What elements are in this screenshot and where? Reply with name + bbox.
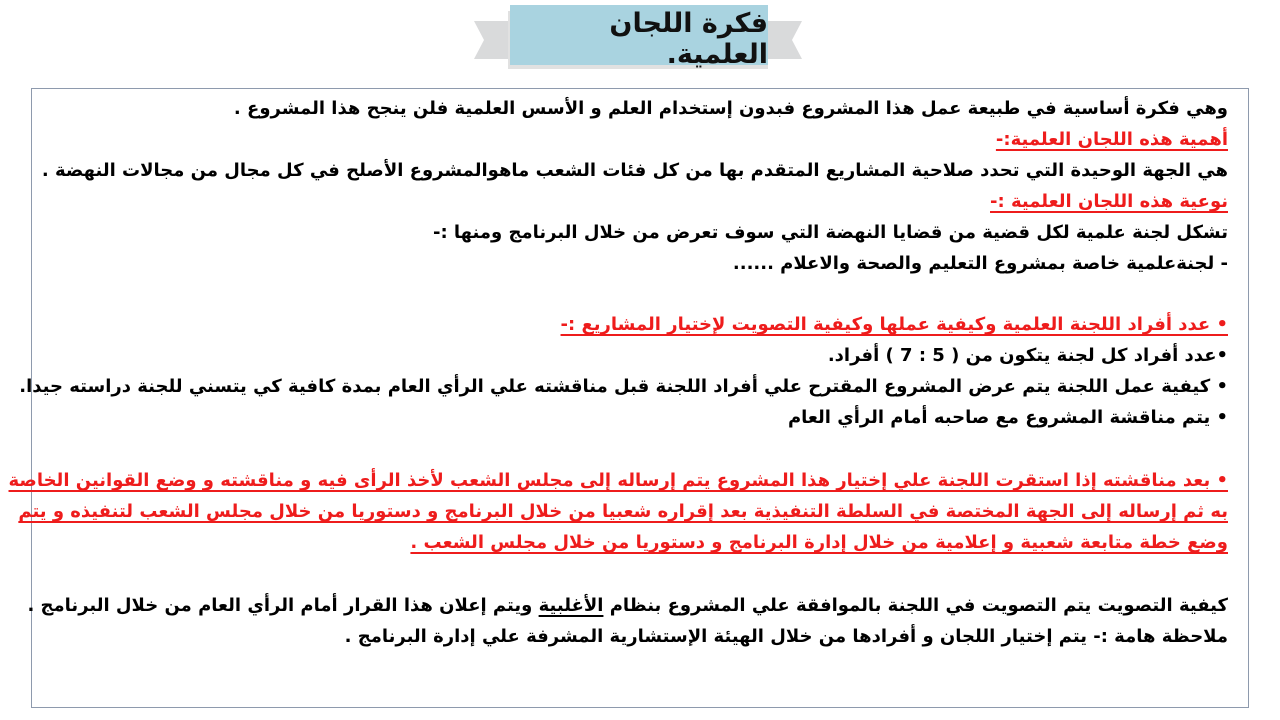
public-discussion: • يتم مناقشة المشروع مع صاحبه أمام الرأي العام	[787, 407, 1228, 428]
voting-text-a: كيفية التصويت يتم التصويت في اللجنة بالموافقة علي المشروع بنظام	[603, 595, 1228, 616]
spacer	[52, 558, 1228, 590]
page-title: فكرة اللجان العلمية.	[609, 8, 768, 70]
parliament-text-1: • بعد مناقشته إذا استقرت اللجنة علي إختيار هذا المشروع يتم إرساله إلى مجلس الشعب لأخذ الرأى فيه و مناقشته و وضع القوانين الخاصة	[8, 470, 1228, 491]
spacer	[52, 433, 1228, 465]
importance-heading	[52, 124, 1228, 155]
members-heading	[52, 309, 1228, 340]
importance-text: هي الجهة الوحيدة التي تحدد صلاحية المشاريع المتقدم بها من كل فئات الشعب ماهوالمشروع الأصلح في كل مجال من مجالات النهضة .	[41, 160, 1228, 181]
important-note: ملاحظة هامة :- يتم إختيار اللجان و أفرادها من خلال الهيئة الإستشارية المشرفة علي إدارة البرنامج .	[344, 626, 1228, 647]
parliament-line-1	[8, 465, 1228, 496]
parliament-line-3	[52, 527, 1228, 558]
content-box	[8, 88, 1249, 708]
members-count: •عدد أفراد كل لجنة يتكون من ( 5 : 7 ) أفراد.	[827, 345, 1228, 366]
title-banner	[460, 3, 816, 75]
intro-line: وهي فكرة أساسية في طبيعة عمل هذا المشروع فبدون إستخدام العلم و الأسس العلمية فلن ينجح هذا المشروع .	[233, 98, 1228, 119]
parliament-text-3: وضع خطة متابعة شعبية و إعلامية من خلال إدارة البرنامج و دستوريا من خلال مجلس الشعب .	[410, 532, 1228, 553]
committee-work: • كيفية عمل اللجنة يتم عرض المشروع المقترح علي أفراد اللجنة قبل مناقشته علي الرأي العام بمدة كافية كي يتسني للجنة دراسته جيدا.	[19, 376, 1228, 397]
voting-text-c: ويتم إعلان هذا القرار أمام الرأي العام من خلال البرنامج .	[27, 595, 539, 616]
parliament-text-2: به ثم إرساله إلى الجهة المختصة في السلطة التنفيذية بعد إقراره شعبيا من خلال البرنامج و دستوريا من خلال مجلس الشعب لتنفيذه و يتم	[18, 501, 1228, 522]
voting-line	[27, 590, 1228, 621]
parliament-line-2	[18, 496, 1228, 527]
voting-majority: الأغلبية	[538, 595, 604, 616]
spacer	[52, 279, 1228, 309]
type-heading	[52, 186, 1228, 217]
type-text: تشكل لجنة علمية لكل قضية من قضايا النهضة التي سوف تعرض من خلال البرنامج ومنها :-	[432, 222, 1228, 243]
members-heading-text: • عدد أفراد اللجنة العلمية وكيفية عملها وكيفية التصويت لإختيار المشاريع :-	[560, 314, 1228, 335]
importance-heading-text: أهمية هذه اللجان العلمية:-	[995, 129, 1228, 150]
committee-example: - لجنةعلمية خاصة بمشروع التعليم والصحة والاعلام ......	[732, 253, 1228, 274]
type-heading-text: نوعية هذه اللجان العلمية :-	[990, 191, 1228, 212]
